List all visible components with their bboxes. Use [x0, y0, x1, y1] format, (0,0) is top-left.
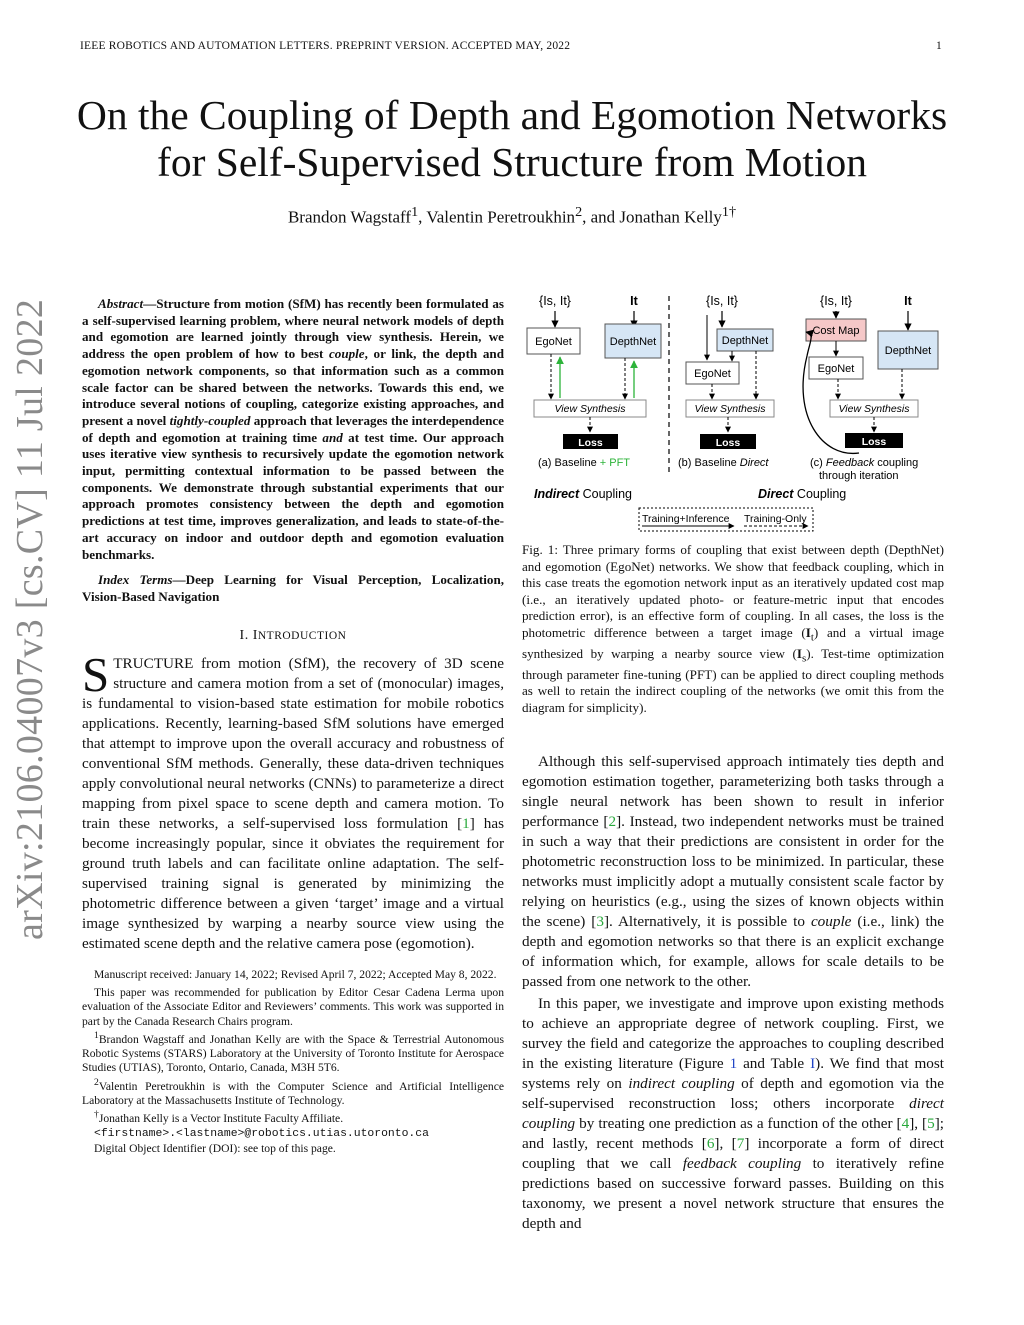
panel-a-caption-text: (a) Baseline — [538, 457, 600, 469]
group-direct-em: Direct — [758, 487, 794, 501]
drop-cap: S — [82, 646, 110, 702]
footnote-recommendation: This paper was recommended for publication by Editor Cesar Cadena Lerma upon evaluation of the Associate Editor and Reviewers’ comments. This work was supported in part by the Canada Research Chairs program. — [82, 985, 504, 1028]
index-terms-dash: — — [172, 572, 186, 588]
caption-symbol-It: I — [805, 624, 811, 640]
panel-b-loss-label: Loss — [715, 437, 741, 449]
footnote-vector-text: Jonathan Kelly is a Vector Institute Faculty Affiliate. — [98, 1111, 344, 1125]
left-column — [82, 296, 504, 1156]
author-2: , Valentin Peretroukhin — [418, 207, 576, 227]
author-list — [80, 204, 944, 228]
citation-7[interactable]: 7 — [736, 1135, 745, 1152]
group-indirect-em: Indirect — [534, 487, 580, 501]
panel-a-loss-label: Loss — [578, 437, 603, 449]
intro-p2-text-a: Although this self-supervised approach intimately ties depth and egomotion estimation together, parameterizing both tasks through a single neural network has been shown to result in inferior performance [ — [522, 753, 944, 830]
email-address: <firstname>.<lastname>@robotics.utias.utoronto.ca — [94, 1128, 429, 1141]
intro-p2-text-d: (i.e., link) the depth and egomotion networks so that there is an explicit exchange of information which, for example, allows for scale details to be passed from one network to the other. — [522, 913, 944, 990]
panel-c-caption — [810, 457, 918, 469]
footnote-affiliation-2-text: Valentin Peretroukhin is with the Computer Science and Artificial Intelligence Laboratory at the Massachusetts Institute of Technology. — [82, 1079, 504, 1107]
intro-p3-em-direct: direct coupling — [522, 1095, 944, 1132]
running-header — [80, 40, 942, 56]
footnote-doi: Digital Object Identifier (DOI): see top of this page. — [94, 1141, 336, 1155]
panel-c-caption-post: coupling — [874, 457, 919, 469]
legend-training-only: Training-Only — [744, 513, 807, 525]
caption-text-2: ) and a virtual image synthesized by warping a nearby source view ( — [522, 624, 945, 661]
author-2-affiliation: 2 — [575, 204, 583, 220]
footnote-mark-2: 2 — [94, 1076, 99, 1088]
journal-header: IEEE ROBOTICS AND AUTOMATION LETTERS. PREPRINT VERSION. ACCEPTED MAY, 2022 — [80, 40, 571, 52]
intro-paragraph-3 — [522, 994, 944, 1234]
caption-label: Fig. 1: — [522, 542, 563, 557]
intro-p3-text-e: by treating one prediction as a function of the other [ — [575, 1115, 902, 1132]
arxiv-identifier: arXiv:2106.04007v3 [cs.CV] 11 Jul 2022 — [9, 298, 51, 940]
footnote-mark-dagger: † — [94, 1109, 99, 1121]
panel-c-egonet-label: EgoNet — [817, 363, 855, 375]
intro-p3-text-g: ]; and lastly, recent methods [ — [522, 1115, 944, 1152]
intro-p3-text-h: ], [ — [714, 1135, 737, 1152]
legend-training-inference: Training+Inference — [642, 513, 730, 525]
caption-text-3: ). Test-time optimization through parameter fine-tuning (PFT) can be applied to direct coupling methods as well to retain the indirect coupling of the networks (we omit this from the diagram for simplicity). — [522, 645, 944, 715]
panel-c-loss-label: Loss — [861, 436, 887, 448]
index-terms-lead: Index Terms — [98, 572, 173, 588]
author-1: Brandon Wagstaff — [287, 207, 412, 227]
abstract-lead: Abstract — [98, 296, 144, 311]
panel-a-egonet-label: EgoNet — [535, 336, 572, 348]
section-heading-rest: NTRODUCTION — [257, 629, 347, 642]
intro-p3-text-i: ] incorporate a form of direct coupling that we call — [522, 1135, 944, 1172]
panel-b-caption-em: Direct — [739, 457, 769, 469]
intro-p2-em-couple: couple — [810, 913, 852, 930]
group-direct-suffix: Coupling — [793, 487, 847, 501]
author-3-affiliation: 1† — [721, 204, 737, 220]
intro-p3-text-c: ). We find that most systems rely on — [522, 1055, 945, 1092]
panel-a-input-target: It — [630, 294, 638, 308]
footnotes — [82, 968, 504, 1156]
abstract-dash: — — [143, 296, 157, 311]
intro-p3-em-feedback: feedback coupling — [682, 1155, 802, 1172]
intro-p1-text-b: ] has become increasingly popular, since it obviates the requirement for ground truth labels and can facilitate online adaptation. The self-supervised training signal is generated by minimizing the photometric difference between a given ‘target’ image and a virtual image synthesized by warping a nearby source view using the estimated scene depth and the relative camera pose (egomotion). — [82, 814, 504, 952]
intro-p1-text: TRUCTURE from motion (SfM), the recovery of 3D scene structure and camera motion from a set of (monocular) images, is fundamental to vision-based state estimation for mobile robotics applications. Recently, learning-based SfM solutions have emerged that attempt to improve upon the overall accuracy and robustness of conventional SfM methods. Generally, these data-driven techniques apply convolutional neural networks (CNNs) to parameterize a direct mapping from pixel space to scene depth and camera motion. To train these networks, a self-supervised loss formulation [ — [82, 654, 504, 832]
footnote-mark-1: 1 — [94, 1029, 99, 1041]
panel-a-input-pair: {Is, It} — [539, 294, 571, 308]
panel-b-depthnet-label: DepthNet — [721, 335, 769, 347]
footnote-vector — [82, 1108, 504, 1126]
panel-b-view-synthesis-label: View Synthesis — [694, 403, 766, 415]
intro-paragraph-1 — [82, 646, 504, 954]
panel-c-input-pair: {Is, It} — [820, 294, 852, 308]
footnote-manuscript: Manuscript received: January 14, 2022; Revised April 7, 2022; Accepted May 8, 2022. — [94, 967, 497, 981]
caption-symbol-Is: I — [796, 645, 802, 661]
panel-a-caption — [538, 457, 630, 469]
panel-c-caption-em: Feedback — [825, 457, 875, 469]
figure-1 — [522, 286, 946, 534]
abstract-text-2: , or link, the depth and egomotion network components, so that information such as a common scale factor can be shared between the networks. Towards this end, we introduce several notions of coupling, categorize existing approaches, and present a novel — [82, 346, 504, 428]
intro-p3-text-d: of depth and egomotion via the self-supervised reconstruction loss; others incorporate — [522, 1075, 944, 1112]
panel-c-caption-pre: (c) — [810, 457, 826, 469]
coupling-diagram — [522, 286, 946, 534]
section-heading-number: I. I — [239, 627, 258, 643]
title-line-1: On the Coupling of Depth and Egomotion Networks — [76, 92, 948, 138]
table-ref-1[interactable]: I — [810, 1055, 816, 1072]
panel-b-egonet-label: EgoNet — [694, 368, 731, 380]
citation-2[interactable]: 2 — [608, 813, 617, 830]
author-3: , and Jonathan Kelly — [582, 207, 722, 227]
panel-a-caption-pft: + PFT — [599, 457, 631, 469]
footnote-affiliation-2 — [82, 1076, 504, 1108]
abstract-text-3: approach that leverages the interdependence of depth and egomotion at training time — [82, 412, 504, 445]
panel-c-depthnet-label: DepthNet — [884, 345, 932, 357]
abstract-text-1: Structure from motion (SfM) has recently been formulated as a self-supervised learning problem, where neural network models of depth and egomotion are learned jointly through view synthesis. Herein, we address the open problem of how to best — [82, 296, 504, 362]
panel-b-caption-text: (b) Baseline — [678, 457, 740, 469]
panel-c-cost-map-label: Cost Map — [812, 325, 860, 337]
author-1-affiliation: 1 — [411, 204, 419, 220]
intro-p3-em-indirect: indirect coupling — [628, 1075, 735, 1092]
abstract-text-4: at test time. Our approach uses iterative view synthesis to recursively update the egomotion network input, permitting contextual information to be passed between the components. We demonstrate through substantial experiments that our approach promotes consistency between the depth and egomotion predictions at test time, improves generalization, and leads to state-of-the-art accuracy on indoor and outdoor depth and egomotion evaluation benchmarks. — [82, 429, 504, 562]
intro-p3-text-b: and Table — [737, 1055, 811, 1072]
section-heading-introduction — [82, 628, 504, 644]
abstract-em-and: and — [322, 429, 343, 445]
footnote-affiliation-1-text: Brandon Wagstaff and Jonathan Kelly are with the Space & Terrestrial Autonomous Robotic Systems (STARS) Laboratory at the University of Toronto Institute for Aerospace Studies (UTIAS), Toronto, Ontario, Canada, M3H 5T6. — [82, 1032, 504, 1075]
abstract-em-couple: couple — [328, 346, 365, 362]
index-terms-text: Deep Learning for Visual Perception, Localization, Vision-Based Navigation — [82, 572, 505, 604]
intro-p2-text-b: ]. Instead, two independent networks must be trained in such a way that their predictions are consistent in order for the photometric reconstruction loss to be minimized. In particular, these networks must implicitly adopt a mutually consistent scale factor by relying on heuristics (e.g., using the sizes of known objects within the scene) [ — [522, 813, 944, 930]
citation-6[interactable]: 6 — [706, 1135, 715, 1152]
group-indirect-coupling — [534, 487, 632, 501]
paper-title — [60, 92, 964, 186]
caption-sub-t: t — [810, 631, 814, 644]
page-number: 1 — [936, 40, 942, 52]
panel-c-input-target: It — [904, 294, 912, 308]
caption-sub-s: s — [801, 652, 807, 665]
panel-c-view-synthesis-label: View Synthesis — [838, 403, 910, 415]
panel-c-caption-line2: through iteration — [819, 470, 899, 482]
intro-p2-text-c: ]. Alternatively, it is possible to — [603, 913, 811, 930]
title-line-2: for Self-Supervised Structure from Motion — [157, 139, 867, 185]
intro-p3-text-f: ], [ — [909, 1115, 928, 1132]
group-indirect-suffix: Coupling — [579, 487, 632, 501]
figure-1-caption — [522, 542, 944, 716]
abstract-em-tightly-coupled: tightly-coupled — [169, 412, 251, 428]
panel-a-depthnet-label: DepthNet — [609, 336, 657, 348]
abstract — [82, 296, 504, 563]
index-terms — [82, 572, 504, 605]
intro-paragraph-2 — [522, 752, 944, 992]
footnote-affiliation-1 — [82, 1029, 504, 1076]
figure-ref-1[interactable]: 1 — [729, 1055, 738, 1072]
citation-1[interactable]: 1 — [462, 814, 470, 832]
panel-a-view-synthesis-label: View Synthesis — [554, 403, 626, 415]
panel-b-caption — [678, 457, 769, 469]
intro-p3-text-j: to iteratively refine predictions based on successive forward passes. Building on this taxonomy, we present a novel network structure that ensures the depth and — [522, 1155, 944, 1232]
panel-b-input-pair: {Is, It} — [706, 294, 738, 308]
citation-4[interactable]: 4 — [901, 1115, 910, 1132]
citation-5[interactable]: 5 — [927, 1115, 935, 1132]
intro-p3-text-a: In this paper, we investigate and improve upon existing methods to achieve an appropriate degree of network coupling. First, we survey the field and categorize the approaches to coupling described in the existing literature (Figure — [522, 995, 944, 1072]
citation-3[interactable]: 3 — [596, 913, 604, 930]
group-direct-coupling — [758, 487, 846, 501]
footnote-email — [82, 1126, 504, 1141]
right-column — [522, 752, 944, 1234]
caption-text-1: Three primary forms of coupling that exist between depth (DepthNet) and egomotion (EgoNet) networks. We show that feedback coupling, which in this case treats the egomotion network input as an iteratively updated cost map (i.e., an iteratively updated photo- or feature-metric input that encodes prediction error), is an effective form of coupling. In all cases, the loss is the photometric difference between a target image ( — [522, 542, 944, 640]
